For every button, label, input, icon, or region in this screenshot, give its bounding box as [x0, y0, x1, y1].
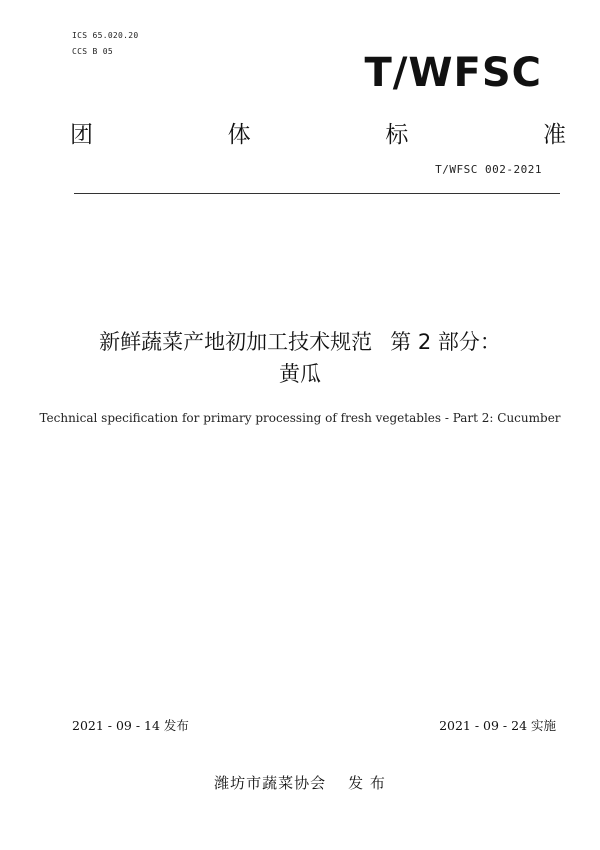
title-line-1 [0, 326, 600, 358]
document-title-cn [0, 326, 600, 390]
standard-type-char: 团 [70, 121, 93, 148]
title-line-2: 黄瓜 [279, 362, 321, 386]
publisher-line [0, 772, 600, 793]
issue-date: 2021 - 09 - 14 发布 [72, 718, 189, 733]
title-part: 第 2 部分： [390, 330, 501, 354]
standard-type-char: 体 [227, 121, 251, 148]
publish-action: 发 布 [348, 774, 386, 792]
standard-type-char: 标 [385, 121, 409, 148]
implementation-date: 2021 - 09 - 24 实施 [439, 718, 556, 733]
standard-type-char: 准 [542, 121, 566, 148]
standard-type-heading [70, 115, 566, 149]
ccs-code: CCS B 05 [72, 47, 113, 56]
title-main: 新鲜蔬菜产地初加工技术规范 [99, 330, 373, 354]
header-divider [74, 193, 560, 194]
standard-logo: T/WFSC [364, 50, 542, 96]
document-title-en: Technical specification for primary processing of fresh vegetables - Part 2: Cucumber [39, 411, 561, 425]
ics-code: ICS 65.020.20 [72, 31, 139, 40]
publisher-name: 潍坊市蔬菜协会 [214, 774, 327, 792]
standard-number: T/WFSC 002-2021 [435, 163, 542, 176]
